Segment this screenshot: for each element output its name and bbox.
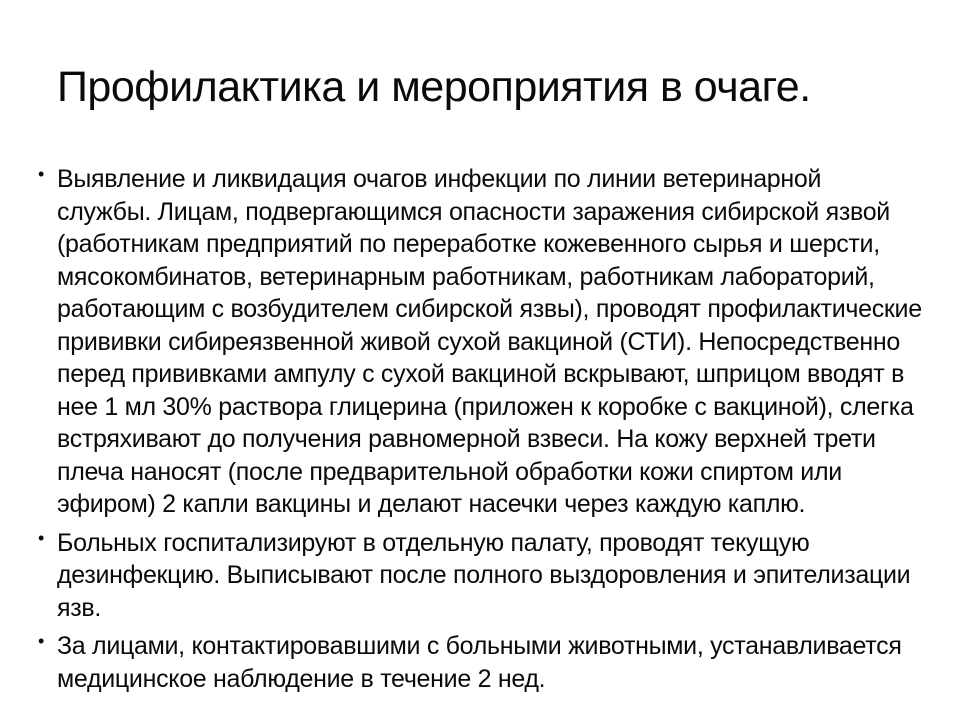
text-line: медицинское наблюдение в течение 2 нед. bbox=[57, 664, 546, 693]
text-line: нее 1 мл 30% раствора глицерина (приложен к коробке с вакциной), слегка bbox=[57, 392, 914, 421]
slide-title: Профилактика и мероприятия в очаге. bbox=[57, 63, 811, 111]
text-line: мясокомбинатов, ветеринарным работникам, работникам лабораторий, bbox=[57, 262, 875, 291]
text-line: Больных госпитализируют в отдельную палату, проводят текущую bbox=[57, 528, 810, 557]
text-line: За лицами, контактировавшими с больными животными, устанавливается bbox=[57, 632, 902, 660]
text-line: эфиром) 2 капли вакцины и делают насечки через каждую каплю. bbox=[57, 490, 806, 518]
bullet-marker-icon: • bbox=[38, 164, 45, 184]
text-line: работающим с возбудителем сибирской язвы), проводят профилактические bbox=[57, 295, 922, 323]
text-line: прививки сибиреязвенной живой сухой вакциной (СТИ). Непосредственно bbox=[57, 327, 900, 356]
text-line: плеча наносят (после предварительной обработки кожи спиртом или bbox=[57, 457, 842, 486]
bullet-item-2 bbox=[38, 527, 922, 625]
text-line: дезинфекцию. Выписывают после полного выздоровления и эпителизации bbox=[57, 561, 911, 589]
bullet-item-1 bbox=[38, 163, 922, 521]
bullet-item-3 bbox=[38, 630, 922, 695]
bullet-marker-icon: • bbox=[38, 527, 45, 548]
text-line: (работникам предприятий по переработке кожевенного сырья и шерсти, bbox=[57, 230, 880, 258]
text-line: Выявление и ликвидация очагов инфекции по линии ветеринарной bbox=[57, 165, 822, 193]
text-line: встряхивают до получения равномерной взвеси. На кожу верхней трети bbox=[57, 425, 876, 453]
bullet-list bbox=[38, 163, 922, 695]
text-line: службы. Лицам, подвергающимся опасности заражения сибирской язвой bbox=[57, 197, 890, 226]
text-line: перед прививками ампулу с сухой вакциной вскрывают, шприцом вводят в bbox=[57, 360, 905, 388]
bullet-marker-icon: • bbox=[38, 631, 45, 651]
text-line: язв. bbox=[57, 593, 102, 622]
